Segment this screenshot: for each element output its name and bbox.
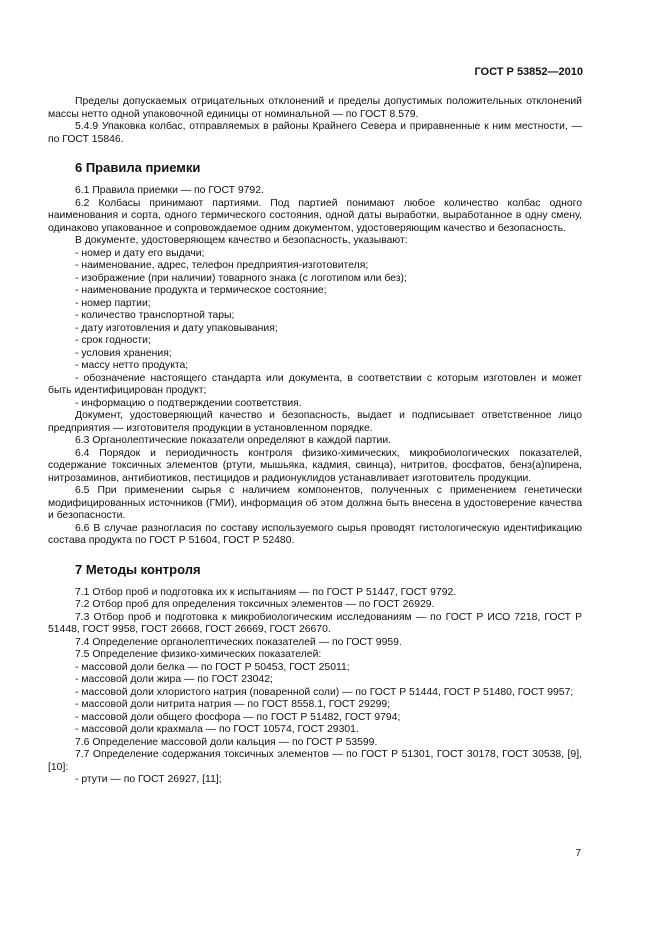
list-item: - изображение (при наличии) товарного знака (с логотипом или без); — [75, 272, 407, 284]
clause-7-6: 7.6 Определение массовой доли кальция — по ГОСТ Р 53599. — [75, 736, 378, 748]
section-7-title: 7 Методы контроля — [75, 561, 201, 577]
list-item: - условия хранения; — [75, 347, 172, 359]
standard-identifier: ГОСТ Р 53852—2010 — [474, 66, 583, 78]
list-item: - массу нетто продукта; — [75, 360, 189, 371]
list-item: - массовой доли крахмала — по ГОСТ 10574, ГОСТ 29301. — [75, 724, 359, 735]
clause-6-6: 6.6 В случае разногласия по составу используемого сырья проводят гистологическую идентификацию состава продукта по ГОСТ Р 51604, ГОСТ Р 52480. — [48, 522, 582, 546]
page-content — [48, 96, 582, 787]
clause-6-2: 6.2 Колбасы принимают партиями. Под партией понимают любое количество колбас одного наименования и сорта, одного термического состояния, одной даты выработки, выработанное в одну смену, одинаково упакованное и сопровождаемое одним документом, удостоверяющим качество и безопасность. — [48, 197, 582, 234]
list-item: - наименование продукта и термическое состояние; — [75, 285, 327, 296]
clause-7-3: 7.3 Отбор проб и подготовка к микробиологическим исследованиям — по ГОСТ Р ИСО 7218, ГОСТ Р 51448, ГОСТ 9958, ГОСТ 26668, ГОСТ 26669, ГОСТ 26670. — [48, 611, 582, 635]
list-item: - дату изготовления и дату упаковывания; — [75, 322, 278, 334]
clause-7-5: 7.5 Определение физико-химических показателей: — [75, 649, 322, 660]
clause-7-2: 7.2 Отбор проб для определения токсичных элементов — по ГОСТ 26929. — [75, 599, 435, 610]
list-item: - массовой доли нитрита натрия — по ГОСТ 8558.1, ГОСТ 29299; — [75, 699, 391, 710]
list-item: - номер и дату его выдачи; — [75, 247, 205, 259]
clause-7-4: 7.4 Определение органолептических показателей — по ГОСТ 9959. — [75, 636, 402, 648]
document-intro: В документе, удостоверяющем качество и безопасность, указывают: — [75, 235, 408, 246]
document-issue-paragraph: Документ, удостоверяющий качество и безопасность, выдает и подписывает ответственное лицо предприятия — изготовителя продукции в установленном порядке. — [48, 410, 582, 434]
paragraph-mass-deviation: Пределы допускаемых отрицательных отклонений и пределы допустимых положительных отклонений массы нетто одной упаковочной единицы от номинальной — по ГОСТ 8.579. — [48, 96, 582, 120]
clause-6-1: 6.1 Правила приемки — по ГОСТ 9792. — [75, 185, 264, 196]
clause-6-4: 6.4 Порядок и периодичность контроля физико-химических, микробиологических показателей, содержание токсичных элементов (ртути, мышьяка, кадмия, свинца), нитритов, фосфатов, бенз(а)пирена, нитрозаминов, антибиотиков, пестицидов и радионуклидов устанавливает изготовитель продукции. — [48, 447, 582, 484]
section-6-title: 6 Правила приемки — [75, 160, 201, 175]
list-item: - обозначение настоящего стандарта или документа, в соответствии с которым изготовлен и может быть идентифицирован продукт; — [48, 372, 582, 396]
list-item: - массовой доли белка — по ГОСТ Р 50453, ГОСТ 25011; — [75, 661, 350, 673]
list-item: - номер партии; — [75, 297, 151, 309]
list-item: - массовой доли общего фосфора — по ГОСТ Р 51482, ГОСТ 9794; — [75, 711, 401, 723]
clause-7-7: 7.7 Определение содержания токсичных элементов — по ГОСТ Р 51301, ГОСТ 30178, ГОСТ 30538, [9], [10]: — [48, 749, 582, 773]
list-item: - наименование, адрес, телефон предприятия-изготовителя; — [75, 260, 369, 271]
page-number: 7 — [575, 848, 581, 859]
paragraph-5-4-9: 5.4.9 Упаковка колбас, отправляемых в районы Крайнего Севера и приравненные к ним местности, — по ГОСТ 15846. — [48, 121, 582, 145]
document-requirements-list — [48, 248, 582, 411]
list-item: - массовой доли жира — по ГОСТ 23042; — [75, 674, 273, 685]
list-item: - количество транспортной тары; — [75, 310, 235, 321]
clause-6-3: 6.3 Органолептические показатели определяют в каждой партии. — [75, 435, 392, 446]
clause-6-5: 6.5 При применении сырья с наличием компонентов, полученных с применением генетически модифицированных источников (ГМИ), информация об этом должна быть внесена в удостоверение качества и безопасности. — [48, 485, 582, 521]
list-item: - срок годности; — [75, 335, 151, 346]
physico-chemical-methods-list — [48, 662, 582, 737]
list-item: - ртути — по ГОСТ 26927, [11]; — [75, 774, 222, 785]
clause-7-1: 7.1 Отбор проб и подготовка их к испытаниям — по ГОСТ Р 51447, ГОСТ 9792. — [75, 586, 457, 598]
list-item: - массовой доли хлористого натрия (поваренной соли) — по ГОСТ Р 51444, ГОСТ Р 51480, ГОСТ 9957; — [75, 686, 574, 698]
list-item: - информацию о подтверждении соответствия. — [75, 397, 302, 409]
